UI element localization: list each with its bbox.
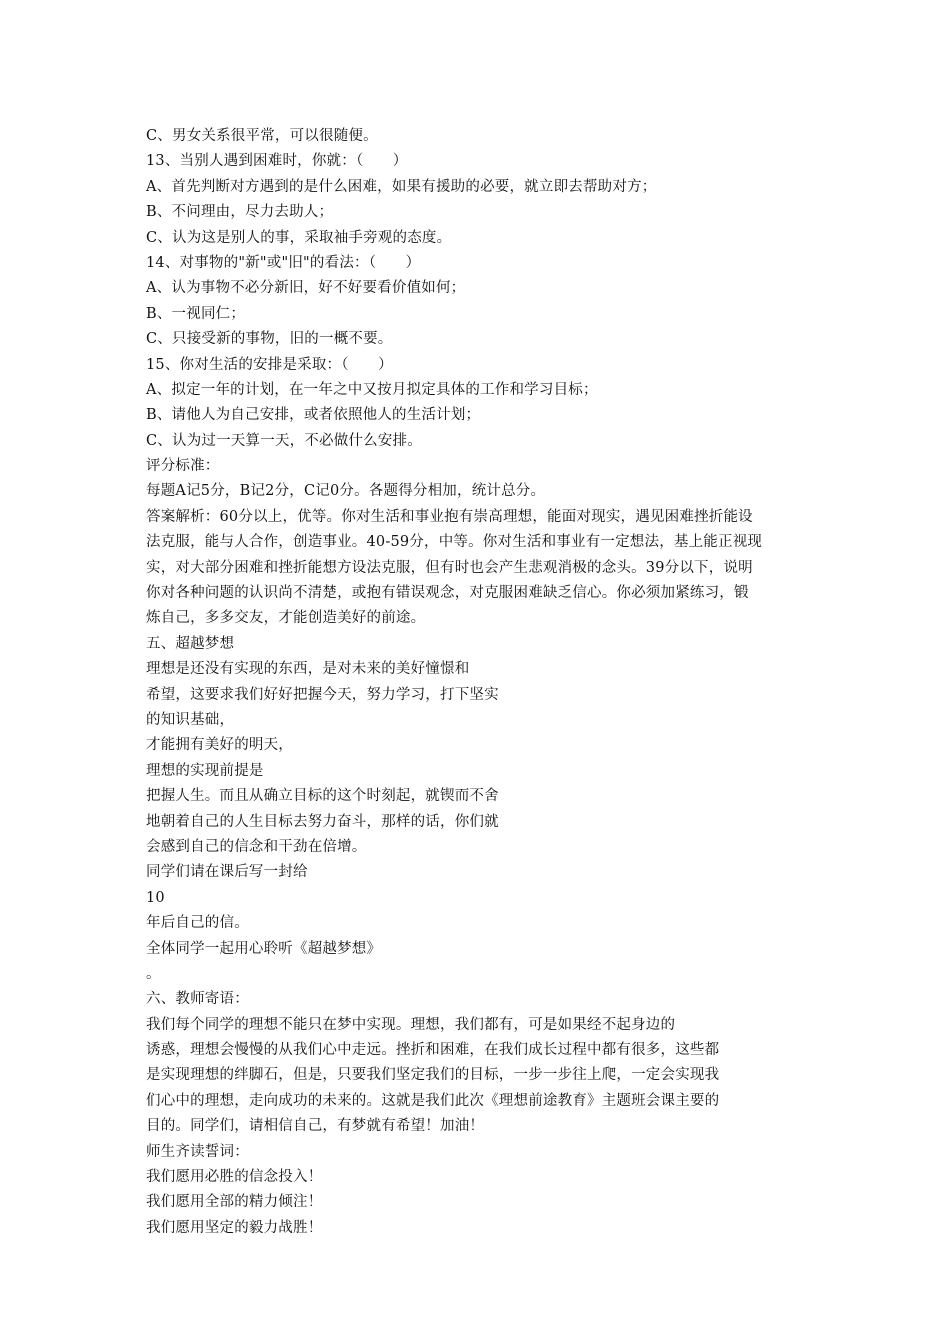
text-line: 14、对事物的"新"或"旧"的看法：（ ） [146,254,421,271]
text-line: C、认为这是别人的事，采取袖手旁观的态度。 [146,229,452,246]
text-line: B、一视同仁； [146,305,246,322]
text-line: A、首先判断对方遇到的是什么困难，如果有援助的必要，就立即去帮助对方； [146,178,657,195]
text-line: 炼自己，多多交友，才能创造美好的前途。 [146,610,426,627]
text-line: 地朝着自己的人生目标去努力奋斗，那样的话，你们就 [146,813,499,830]
text-line: 我们愿用坚定的毅力战胜！ [146,1219,323,1236]
text-line: 才能拥有美好的明天， [146,737,293,754]
text-line: 我们每个同学的理想不能只在梦中实现。理想，我们都有，可是如果经不起身边的 [146,1016,676,1033]
text-line: 希望，这要求我们好好把握今天，努力学习，打下坚实 [146,686,499,703]
text-line: 年后自己的信。 [146,915,249,932]
text-line: 理想是还没有实现的东西，是对未来的美好憧憬和 [146,661,470,678]
text-line: B、请他人为自己安排，或者依照他人的生活计划； [146,407,481,424]
text-line: 实，对大部分困难和挫折能想方设法克服，但有时也会产生悲观消极的念头。39分以下，说明 [146,559,753,576]
text-line: 会感到自己的信念和干劲在倍增。 [146,838,367,855]
text-line: C、男女关系很平常，可以很随便。 [146,128,378,144]
text-line: 我们愿用全部的精力倾注！ [146,1194,323,1211]
text-line: 我们愿用必胜的信念投入！ [146,1169,323,1186]
text-line: 五、超越梦想 [146,635,235,652]
text-line: A、拟定一年的计划，在一年之中又按月拟定具体的工作和学习目标； [146,381,598,398]
text-line: 你对各种问题的认识尚不清楚，或抱有错误观念，对克服困难缺乏信心。你必须加紧练习，锻 [146,585,749,602]
text-line: A、认为事物不必分新旧，好不好要看价值如何； [146,280,466,297]
text-line: 把握人生。而且从确立目标的这个时刻起，就锲而不舍 [146,788,499,805]
text-line: 同学们请在课后写一封给 [146,864,308,881]
text-line: 师生齐读誓词： [146,1143,249,1160]
text-line: 每题A记5分，B记2分，C记0分。各题得分相加，统计总分。 [146,483,546,500]
document-body [146,124,826,1241]
text-line: 评分标准： [146,458,220,475]
text-line: 六、教师寄语： [146,991,249,1008]
text-line: 10 [146,889,165,906]
text-line: B、不问理由，尽力去助人； [146,204,334,221]
text-line: C、只接受新的事物，旧的一概不要。 [146,331,393,348]
text-line: 目的。同学们，请相信自己，有梦就有希望！加油！ [146,1118,485,1135]
text-line: 。 [146,965,161,982]
text-line: C、认为过一天算一天，不必做什么安排。 [146,432,422,449]
text-line: 全体同学一起用心聆听《超越梦想》 [146,940,382,957]
text-line: 是实现理想的绊脚石，但是，只要我们坚定我们的目标，一步一步往上爬，一定会实现我 [146,1067,720,1084]
text-line: 的知识基础， [146,711,235,728]
text-line: 法克服，能与人合作，创造事业。40-59分，中等。你对生活和事业有一定想法，基上能正视现 [146,534,763,551]
text-line: 13、当别人遇到困难时，你就：（ ） [146,153,408,170]
text-line: 理想的实现前提是 [146,762,264,779]
text-line: 15、你对生活的安排是采取：（ ） [146,356,393,373]
text-line: 答案解析：60分以上，优等。你对生活和事业抱有崇高理想，能面对现实，遇见困难挫折能设 [146,508,753,525]
text-line: 诱惑，理想会慢慢的从我们心中走远。挫折和困难，在我们成长过程中都有很多，这些都 [146,1042,720,1059]
text-line: 们心中的理想，走向成功的未来的。这就是我们此次《理想前途教育》主题班会课主要的 [146,1092,720,1109]
